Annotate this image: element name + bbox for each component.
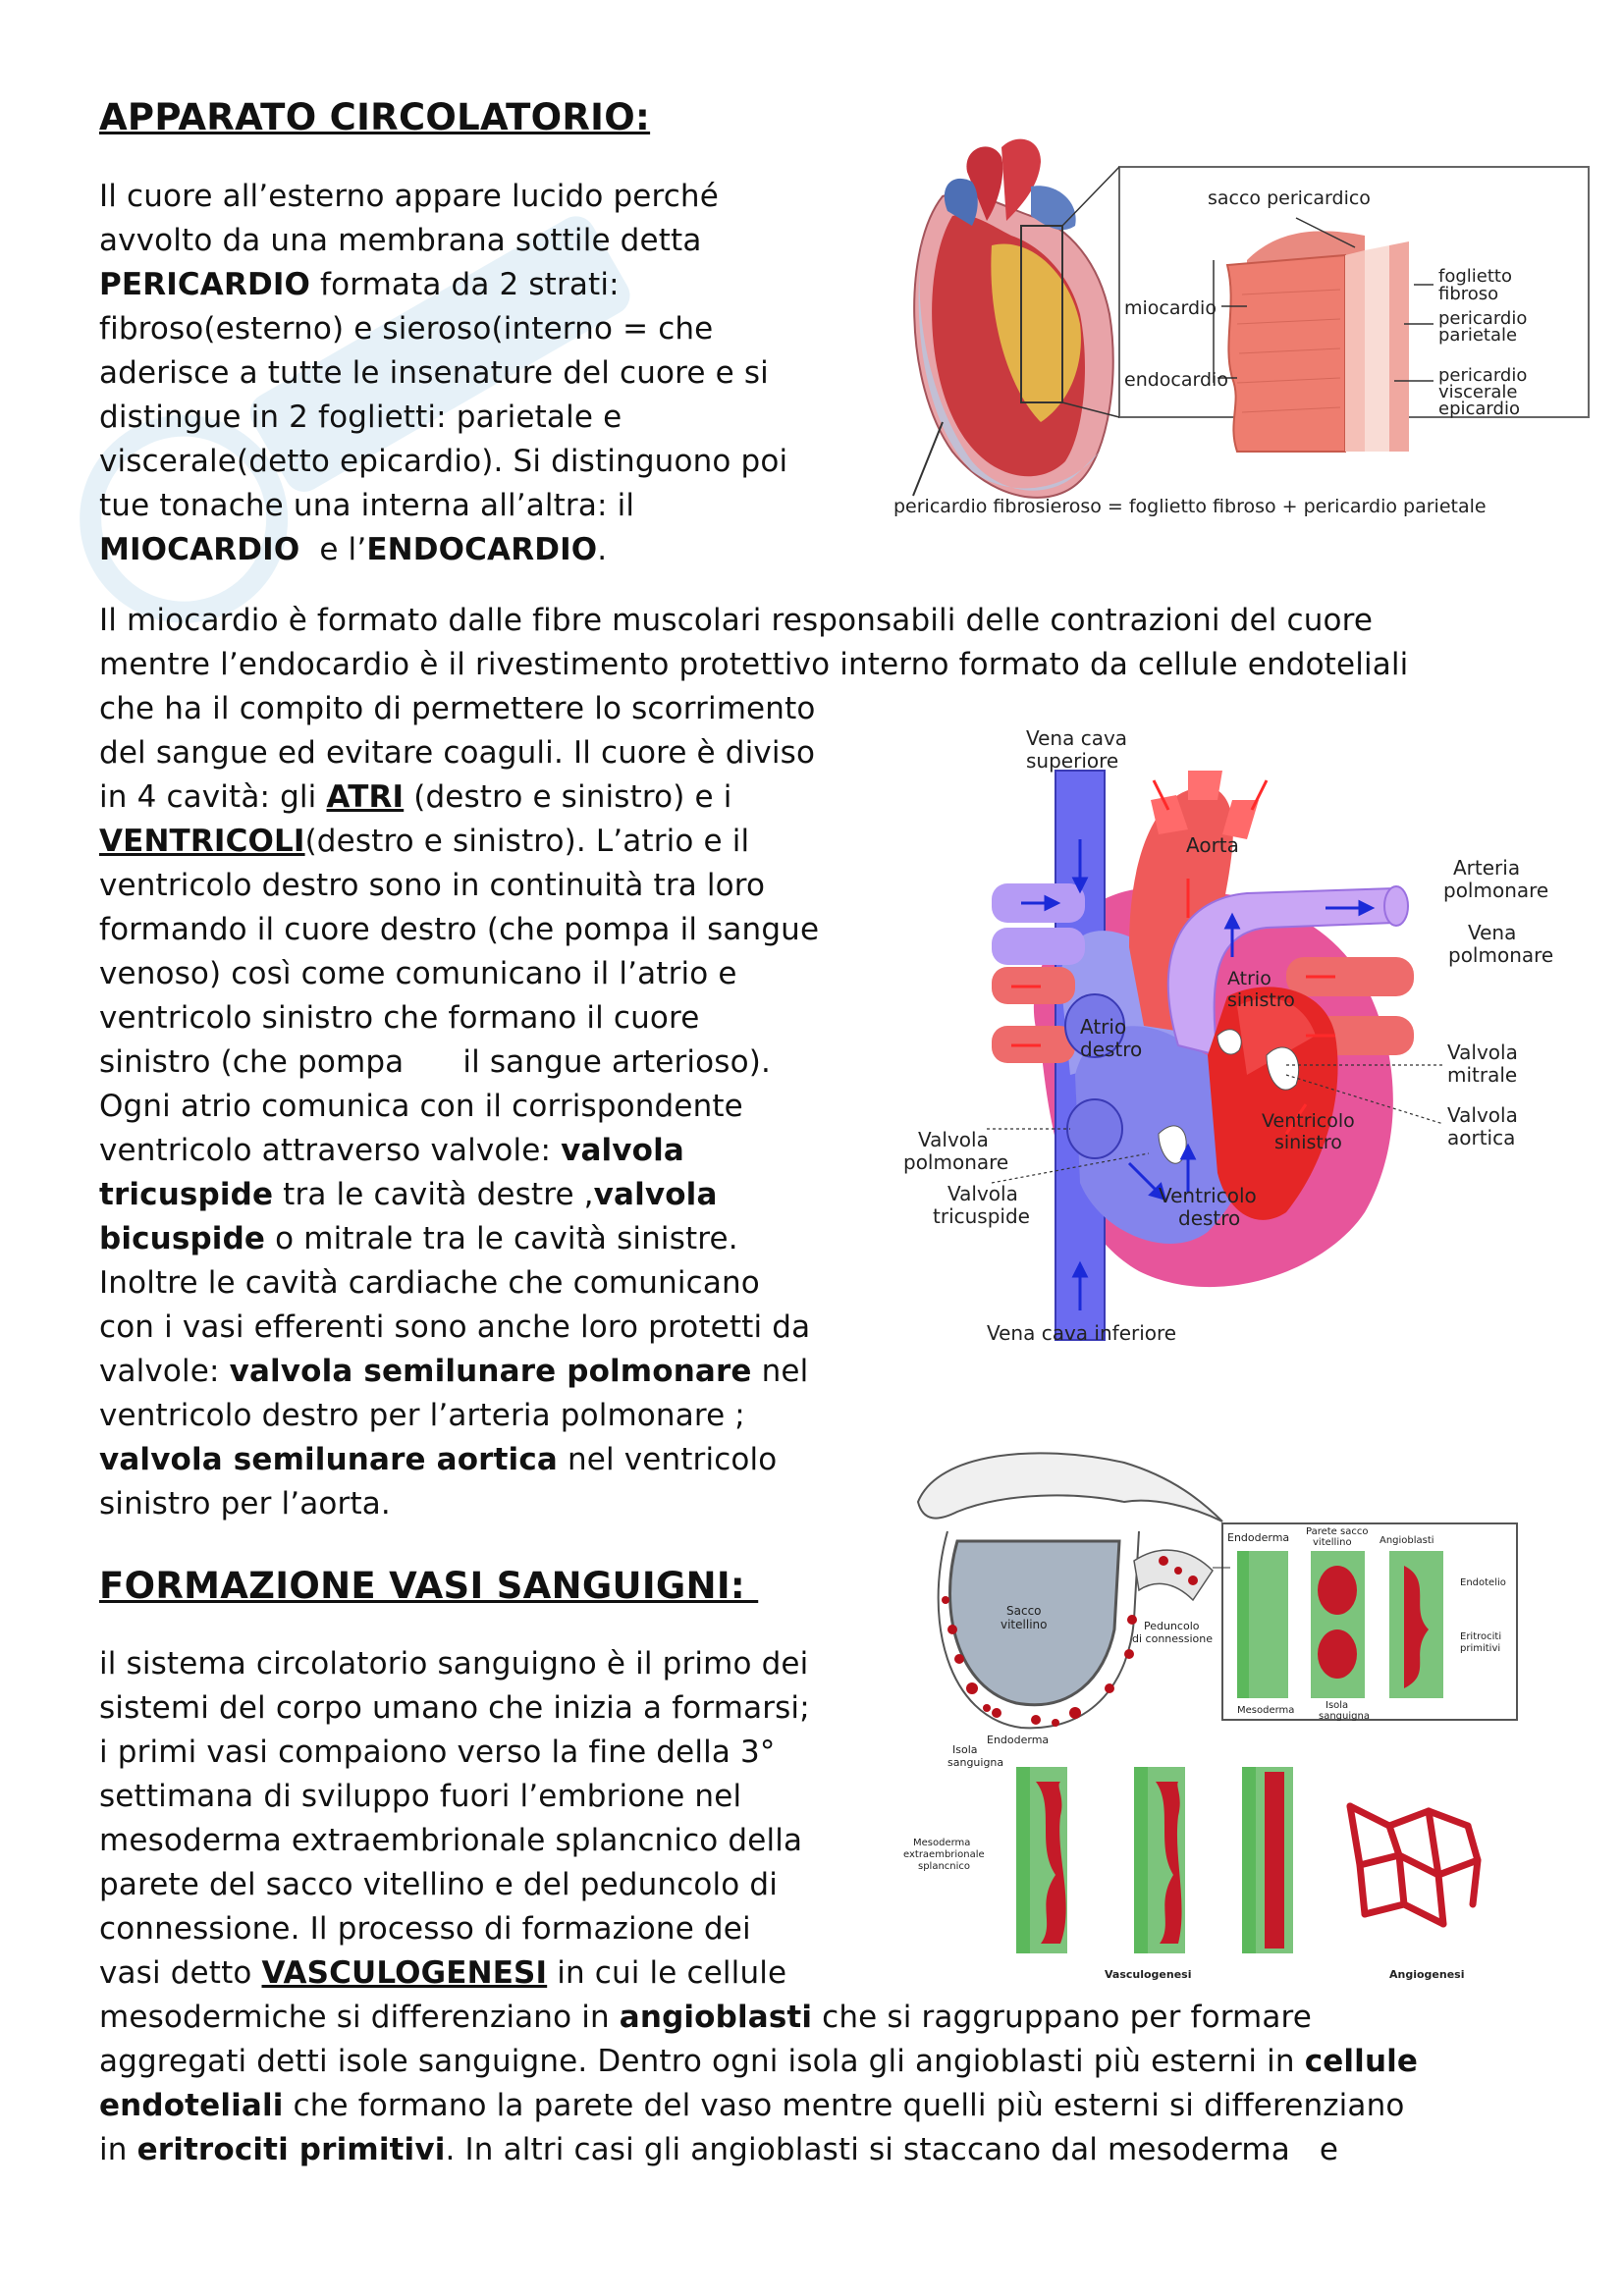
label-vena-cava-superiore-1: Vena cava [1026, 726, 1128, 750]
label-valvola-tricuspide-2: tricuspide [933, 1204, 1030, 1228]
bold-term: tricuspide [99, 1177, 274, 1212]
underlined-term: VASCULOGENESI [261, 1955, 548, 1991]
text-span: . In altri casi gli angioblasti si staccano dal mesoderma e [445, 2132, 1339, 2167]
underlined-term: ATRI [326, 779, 405, 815]
label-eritrociti-1: Eritrociti [1460, 1631, 1502, 1642]
bold-term: ENDOCARDIO [366, 532, 598, 567]
label-ventricolo-destro-1: Ventricolo [1159, 1184, 1257, 1207]
label-valvola-polmonare-2: polmonare [903, 1150, 1009, 1174]
label-valvola-tricuspide-1: Valvola [947, 1182, 1018, 1205]
label-atrio-destro-2: destro [1080, 1038, 1143, 1061]
text-line [99, 263, 620, 307]
text-line [99, 1129, 684, 1173]
label-endocardio: endocardio [1124, 369, 1228, 391]
text-line [99, 1438, 777, 1482]
bold-term: angioblasti [619, 2000, 813, 2035]
label-mesoderma: Mesoderma [1237, 1705, 1295, 1716]
bold-term: MIOCARDIO [99, 532, 300, 567]
label-endoderma-2: Endoderma [987, 1734, 1050, 1746]
text-line: connessione. Il processo di formazione dei [99, 1911, 751, 1947]
label-arteria-polmonare: polmonare [1443, 879, 1549, 902]
text-line: Ogni atrio comunica con il corrispondente [99, 1089, 743, 1124]
bold-term: PERICARDIO [99, 267, 311, 302]
underlined-term: VENTRICOLI [99, 824, 305, 859]
text-span: che formano la parete del vaso mentre quelli più esterni si differenziano [283, 2088, 1405, 2123]
label-valvola-mitrale-1: Valvola [1447, 1041, 1518, 1064]
label-peduncolo-1: Peduncolo [1144, 1620, 1200, 1632]
text-span: vasi detto [99, 1955, 262, 1991]
vessel-stage-2 [1134, 1767, 1185, 1953]
text-line [99, 2084, 1405, 2128]
label-parietale: parietale [1438, 325, 1518, 346]
label-foglietto: foglietto [1438, 266, 1512, 287]
text-line: con i vasi efferenti sono anche loro protetti da [99, 1309, 811, 1345]
text-line: fibroso(esterno) e sieroso(interno = che [99, 311, 714, 347]
text-line [99, 820, 749, 864]
label-atrio-destro-1: Atrio [1080, 1015, 1127, 1039]
label-peduncolo-2: di connessione [1132, 1632, 1214, 1645]
vessel-stage-3 [1242, 1767, 1293, 1953]
label-sacco-vitellino-2: vitellino [1001, 1618, 1048, 1631]
text-line [99, 2128, 1338, 2172]
bold-term: valvola semilunare aortica [99, 1442, 558, 1477]
text-line [99, 1217, 738, 1261]
text-span: in cui le cellule [547, 1955, 787, 1991]
text-line [99, 1996, 1312, 2040]
label-pericardio-viscerale: pericardio [1438, 365, 1528, 386]
label-atrio-sinistro-1: Atrio [1227, 968, 1271, 989]
text-line: mentre l’endocardio è il rivestimento protettivo interno formato da cellule endoteliali [99, 647, 1409, 682]
label-sacco: sacco pericardico [1208, 187, 1371, 209]
text-line: viscerale(detto epicardio). Si distinguono poi [99, 444, 788, 479]
label-valvola-polmonare-1: Valvola [918, 1128, 989, 1151]
text-span: che si raggruppano per formare [812, 2000, 1312, 2035]
text-line: Inoltre le cavità cardiache che comunicano [99, 1265, 760, 1301]
label-vasculogenesi: Vasculogenesi [1105, 1968, 1192, 1981]
text-span: valvole: [99, 1354, 230, 1389]
text-line: avvolto da una membrana sottile detta [99, 223, 702, 258]
bold-term: cellule [1304, 2044, 1419, 2079]
heading-apparato-circolatorio: APPARATO CIRCOLATORIO: [99, 96, 651, 138]
label-valvola-aortica-2: aortica [1447, 1126, 1516, 1149]
label-miocardio: miocardio [1124, 297, 1217, 319]
label-parete-1: Parete sacco [1306, 1526, 1369, 1537]
text-line: formando il cuore destro (che pompa il sangue [99, 912, 820, 947]
label-pericardio-parietale: pericardio [1438, 308, 1528, 329]
figure-cuore-cavita [893, 721, 1554, 1350]
label-mes-1: Mesoderma [913, 1838, 971, 1848]
bold-term: valvola semilunare polmonare [229, 1354, 752, 1389]
text-span: nel ventricolo [557, 1442, 778, 1477]
text-line: tue tonache una interna all’altra: il [99, 488, 635, 523]
label-sacco-vitellino-1: Sacco [1006, 1604, 1042, 1618]
text-span: (destro e sinistro) e i [404, 779, 732, 815]
label-ventricolo-destro-2: destro [1178, 1206, 1241, 1230]
bold-term: eritrociti primitivi [136, 2132, 446, 2167]
bold-term: endoteliali [99, 2088, 284, 2123]
text-span: aggregati detti isole sanguigne. Dentro ogni isola gli angioblasti più esterni in [99, 2044, 1305, 2079]
label-angiogenesi: Angiogenesi [1389, 1968, 1465, 1981]
label-vena-cava-inferiore: Vena cava inferiore [987, 1321, 1177, 1345]
label-isola-s-1: Isola [1325, 1700, 1349, 1711]
text-span: (destro e sinistro). L’atrio e il [304, 824, 750, 859]
vessel-stage-1 [1016, 1767, 1067, 1953]
text-line: ventricolo sinistro che formano il cuore [99, 1000, 700, 1036]
text-line: sinistro (che pompa il sangue arterioso). [99, 1044, 771, 1080]
text-span: formata da 2 strati: [310, 267, 620, 302]
label-endoderma: Endoderma [1227, 1531, 1290, 1544]
text-line: sistemi del corpo umano che inizia a formarsi; [99, 1690, 810, 1726]
bold-term: valvola [593, 1177, 718, 1212]
label-endotelio: Endotelio [1460, 1577, 1506, 1588]
text-line [99, 1951, 786, 1996]
text-line: ventricolo destro sono in continuità tra loro [99, 868, 766, 903]
text-line: ventricolo destro per l’arteria polmonare ; [99, 1398, 745, 1433]
label-aorta: Aorta [1186, 833, 1239, 857]
text-span: mesodermiche si differenziano in [99, 2000, 620, 2035]
text-line: mesoderma extraembrionale splancnico della [99, 1823, 803, 1858]
label-mes-2: extraembrionale [903, 1849, 985, 1860]
text-line: settimana di sviluppo fuori l’embrione nel [99, 1779, 742, 1814]
angiogenesis-network [1350, 1806, 1478, 1924]
text-line: il sistema circolatorio sanguigno è il primo dei [99, 1646, 809, 1682]
label-fibroso: fibroso [1438, 284, 1499, 304]
text-line [99, 775, 731, 820]
heading-formazione-vasi: FORMAZIONE VASI SANGUIGNI: [99, 1565, 759, 1607]
text-line [99, 1350, 808, 1394]
label-viscerale: viscerale [1438, 382, 1518, 402]
text-line: distingue in 2 foglietti: parietale e [99, 400, 622, 435]
label-isola-sanguigna-2: sanguigna [947, 1756, 1004, 1769]
bold-term: bicuspide [99, 1221, 266, 1256]
label-eritrociti-2: primitivi [1460, 1643, 1501, 1654]
text-span: in 4 cavità: gli [99, 779, 327, 815]
label-valvola-aortica-1: Valvola [1447, 1103, 1518, 1127]
figure-pericardio [884, 128, 1591, 540]
label-ventricolo-sinistro-2: sinistro [1274, 1132, 1342, 1153]
text-line: Il miocardio è formato dalle fibre muscolari responsabili delle contrazioni del cuore [99, 603, 1374, 638]
text-span: o mitrale tra le cavità sinistre. [265, 1221, 738, 1256]
text-line: venoso) così come comunicano il l’atrio e [99, 956, 737, 991]
label-isola-s-2: sanguigna [1319, 1711, 1370, 1722]
label-valvola-mitrale-2: mitrale [1447, 1063, 1518, 1087]
text-line: del sangue ed evitare coaguli. Il cuore è diviso [99, 735, 816, 771]
text-line [99, 1173, 718, 1217]
figure-vasculogenesi [898, 1433, 1527, 1993]
label-epicardio: epicardio [1438, 399, 1520, 419]
label-angioblasti: Angioblasti [1380, 1535, 1434, 1546]
label-parete-2: vitellino [1313, 1537, 1352, 1548]
text-line [99, 528, 607, 572]
text-span: e l’ [299, 532, 367, 567]
figure-caption: pericardio fibrosieroso = foglietto fibroso + pericardio parietale [893, 496, 1487, 517]
text-line: Il cuore all’esterno appare lucido perché [99, 179, 719, 214]
label-vena: Vena [1468, 921, 1517, 944]
label-vena-cava-superiore-2: superiore [1026, 749, 1119, 773]
text-line: i primi vasi compaiono verso la fine della 3° [99, 1735, 776, 1770]
text-span: . [597, 532, 608, 567]
heart-illustration [913, 139, 1113, 498]
label-arteria: Arteria [1453, 856, 1521, 880]
label-isola-sanguigna-1: Isola [952, 1743, 978, 1756]
label-vena-polmonare: polmonare [1448, 943, 1554, 967]
text-span: ventricolo attraverso valvole: [99, 1133, 562, 1168]
text-line: aderisce a tutte le insenature del cuore e si [99, 355, 769, 391]
label-atrio-sinistro-2: sinistro [1227, 989, 1295, 1011]
text-span: in [99, 2132, 137, 2167]
text-line: che ha il compito di permettere lo scorrimento [99, 691, 816, 726]
inset-columns [1237, 1551, 1443, 1698]
text-line [99, 2040, 1418, 2084]
label-mes-3: splancnico [918, 1861, 971, 1872]
text-line: sinistro per l’aorta. [99, 1486, 391, 1522]
text-span: nel [751, 1354, 809, 1389]
label-ventricolo-sinistro-1: Ventricolo [1262, 1110, 1355, 1132]
bold-term: valvola [561, 1133, 684, 1168]
text-line: parete del sacco vitellino e del peduncolo di [99, 1867, 779, 1902]
text-span: tra le cavità destre , [273, 1177, 594, 1212]
